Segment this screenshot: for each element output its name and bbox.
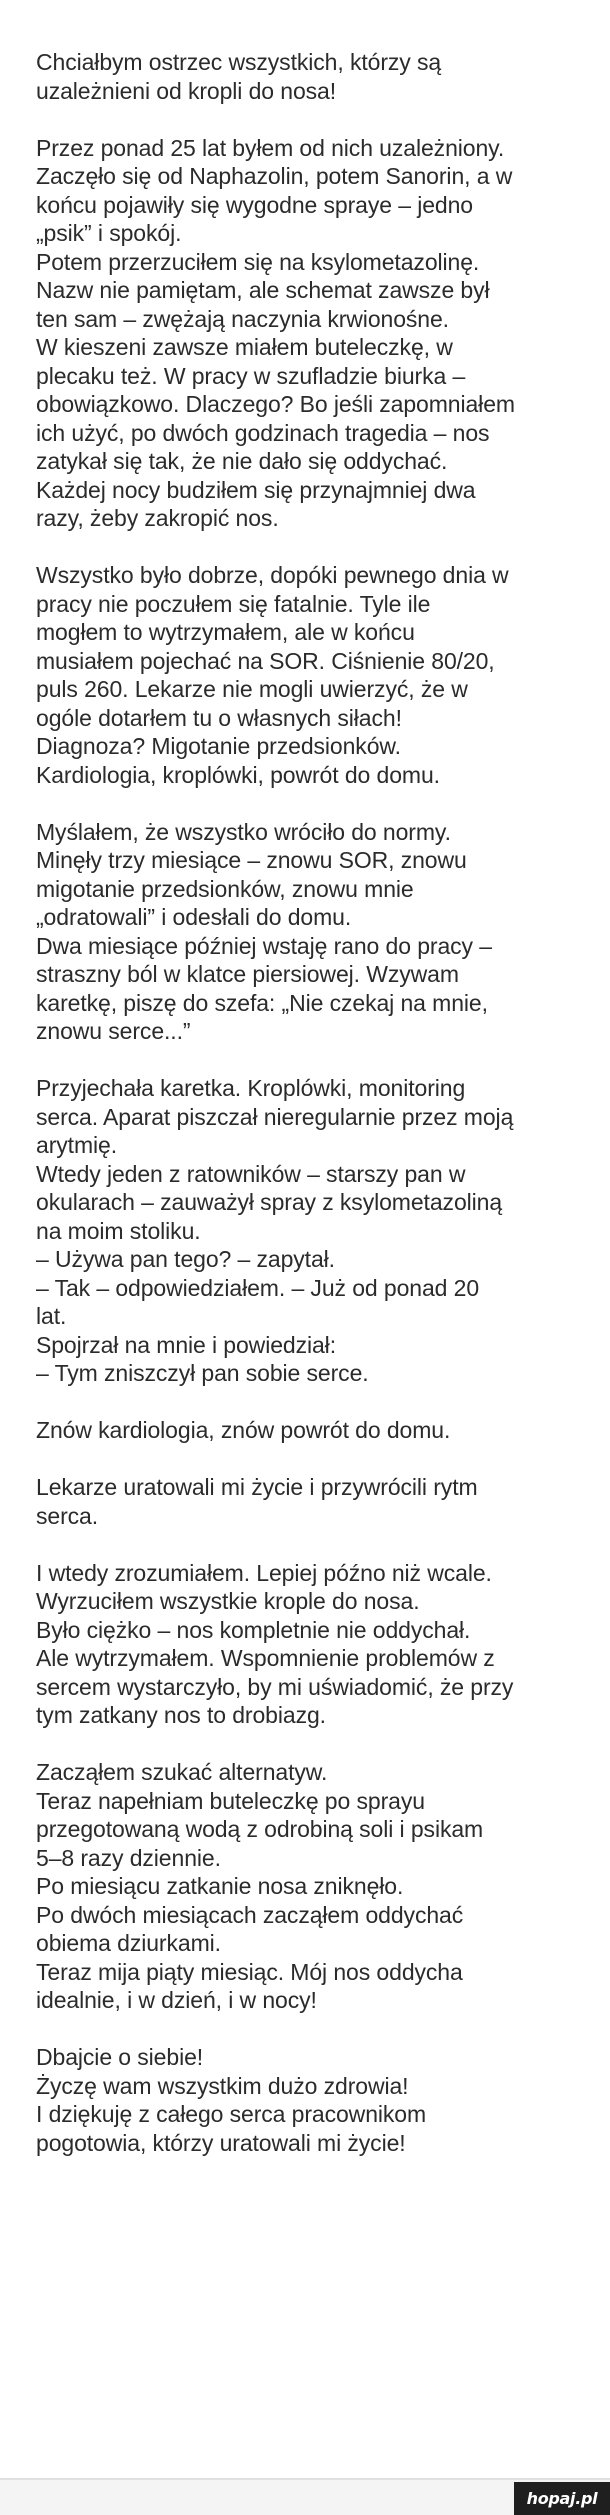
paragraph-ambulance: Przyjechała karetka. Kroplówki, monitoring serca. Aparat piszczał nieregularnie przez moją arytmię. Wtedy jeden z ratowników – starszy pan w okularach – zauważył spray z ksylometazoliną na moim stoliku. – Używa pan tego? – zapytał. – Tak – odpowiedziałem. – Już od ponad 20 lat. Spojrzał na mnie i powiedział: – Tym zniszczył pan sobie serce. <box>36 1075 514 1386</box>
paragraph-warning: Chciałbym ostrzec wszystkich, którzy są uzależnieni od kropli do nosa! <box>36 49 442 104</box>
paragraph-doctors: Lekarze uratowali mi życie i przywrócili rytm serca. <box>36 1474 478 1529</box>
paragraph-first-incident: Wszystko było dobrze, dopóki pewnego dnia w pracy nie poczułem się fatalnie. Tyle ile mogłem to wytrzymałem, ale w końcu musiałem pojechać na SOR. Ciśnienie 80/20, puls 260. Lekarze nie mogli uwierzyć, że w ogóle dotarłem tu o własnych siłach! Diagnoza? Migotanie przedsionków. Kardiologia, kroplówki, powrót do domu. <box>36 562 509 788</box>
paragraph-realization: I wtedy zrozumiałem. Lepiej późno niż wcale. Wyrzuciłem wszystkie krople do nosa. Było ciężko – nos kompletnie nie oddychał. Ale wytrzymałem. Wspomnienie problemów z sercem wystarczyło, by mi uświadomić, że przy tym zatkany nos to drobiazg. <box>36 1559 514 1728</box>
post-text <box>36 48 581 2186</box>
hopaj-logo[interactable]: hopaj.pl <box>514 2482 610 2515</box>
paragraph-addiction: Przez ponad 25 lat byłem od nich uzależniony. Zaczęło się od Naphazolin, potem Sanorin, a w końcu pojawiły się wygodne spraye – jedno „psik” i spokój. Potem przerzuciłem się na ksylometazolinę. Nazw nie pamiętam, ale schemat zawsze był ten sam – zwężają naczynia krwionośne. W kieszeni zawsze miałem buteleczkę, w plecaku też. W pracy w szufladzie biurka – obowiązkowo. Dlaczego? Bo jeśli zapomniałem ich użyć, po dwóch godzinach tragedia – nos zatykał się tak, że nie dało się oddychać. Każdej nocy budziłem się przynajmniej dwa razy, żeby zakropić nos. <box>36 134 515 531</box>
paragraph-alternatives: Zacząłem szukać alternatyw. Teraz napełniam buteleczkę po sprayu przegotowaną wodą z odrobiną soli i psikam 5–8 razy dziennie. Po miesiącu zatkanie nosa zniknęło. Po dwóch miesiącach zacząłem oddychać obiema dziurkami. Teraz mija piąty miesiąc. Mój nos oddycha idealnie, i w dzień, i w nocy! <box>36 1759 484 2013</box>
paragraph-recurrence: Myślałem, że wszystko wróciło do normy. Minęły trzy miesiące – znowu SOR, znowu migotanie przedsionków, znowu mnie „odratowali” i odesłali do domu. Dwa miesiące później wstaję rano do pracy – straszny ból w klatce piersiowej. Wzywam karetkę, piszę do szefa: „Nie czekaj na mnie, znowu serce...” <box>36 818 492 1044</box>
paragraph-closing: Dbajcie o siebie! Życzę wam wszystkim dużo zdrowia! I dziękuję z całego serca pracownikom pogotowia, którzy uratowali mi życie! <box>36 2044 427 2156</box>
paragraph-cardiology: Znów kardiologia, znów powrót do domu. <box>36 1417 451 1443</box>
